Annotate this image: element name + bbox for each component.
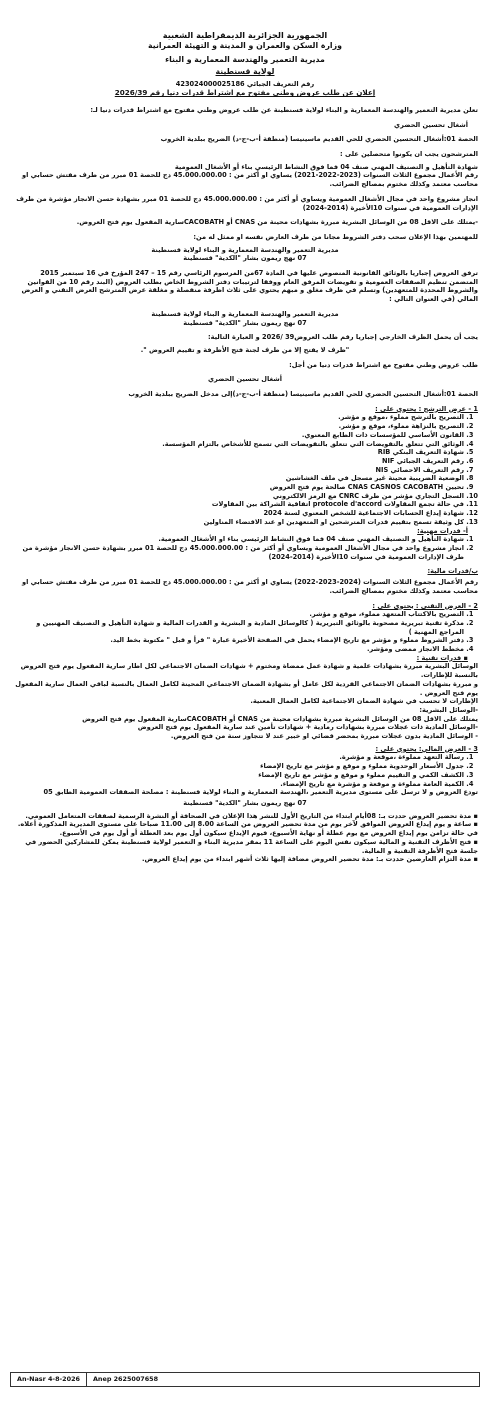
technical-capacity-4: -الوسائل البشرية: (419, 705, 478, 714)
technical-capacity-6: -الوسائل المادية ذات عجلات مبررة بشهادات رمادية + شهادات تأمين عند سارية المفعول يوم فتح العروض (137, 723, 478, 732)
address-line-1: مديرية التعمير والهندسة المعمارية و البناء لولاية قسنطينة (151, 245, 339, 254)
eligibility-turnover: رقم الأعمال مجموع الثلاث السنوات (2023-2022-2021) يساوي او أكثر من : 45.000.000.00 دج للحصة 01 مبرر من طرف مفتش حسابي او محاسب معتمد وكذلك مختوم بمصالح الضرائب. (21, 171, 478, 189)
address-line-4: 07 نهج ريمون بشار "الكدية" قسنطينة (183, 318, 307, 327)
professional-capacity-list (12, 535, 478, 561)
list-item: 1. التصريح بالترشح مملوء ،موقع و مؤشر. (12, 413, 464, 422)
list-item: 11. في حالة تجمع المقاولات protocole d'accord اتفاقية الشراكة بين المقاولات (12, 500, 464, 509)
financial-offer-heading: 3 - العرض المالي: يحتوي على : (375, 744, 478, 753)
technical-offer-list (12, 610, 478, 654)
list-item: 1. رسالة التعهد مملوءة ،موقعة و مؤشرة. (12, 753, 464, 762)
professional-capacity-heading: أ- قدرات مهنية: (417, 526, 468, 535)
project-name-2: أشغال تحسين الحضري (208, 375, 282, 384)
tax-id: رقم التعريف الجبائي 423024000025186 (175, 79, 315, 88)
financial-capacity-heading: ب/قدرات مالية: (427, 567, 478, 576)
list-item: 3. الكشف الكمي و التقييم مملوء و موقع و مؤشر مع تاريخ الإمضاء (12, 771, 464, 780)
list-item: 8. الوضعية الضريبية محينة غير مسجل في ملف الغشاشين (12, 474, 464, 483)
list-item: 7. رقم التعريف الاحصائي NIS (12, 466, 464, 475)
project-name: أشغال تحسين الحضري (394, 120, 468, 129)
list-item: 12. شهادة إيداع الحسابات الاجتماعية للشخص المعنوي لسنة 2024 (12, 509, 464, 518)
eligibility-heading: المترشحون يجب ان يكونوا متحصلين على : (340, 149, 478, 158)
outer-envelope-note: يجب أن يحمل الظرف الخارجي إجباريا رقم طلب العروض39 /2026 و العبارة التالية: (207, 333, 478, 342)
technical-offer-heading: 2 - العرض التقني : يحتوي على : (372, 601, 478, 610)
list-item: 9. تحيين CNAS CASNOS CACOBATH صالحة يوم فتح العروض (12, 483, 464, 492)
envelope-quote: "ظرف لا يفتح إلا من طرف لجنة فتح الأظرفة و تقييم العروض ". (140, 345, 350, 354)
notice-title: إعلان عن طلب عروض وطني مفتوح مع اشتراط قدرات دنيا رقم 2026/39 (114, 88, 376, 98)
republic-title: الجمهورية الجزائرية الديمقراطية الشعبية (162, 30, 328, 40)
technical-capacity-1: الوسائل البشرية مبررة بشهادات علمية و شهادة عمل ممضاة ومختوم + شهادات الضمان الاجتماعي لكل اطار سارية المفعول يوم فتح العروض بالنسبة للإطارات. (20, 662, 478, 680)
list-item: 3. القانون الأساسي للمؤسسات ذات الطابع المعنوي. (12, 431, 464, 440)
list-item: 5. شهادة التعريف البنكي RIB (12, 448, 464, 457)
intro-paragraph: تعلن مديرية التعمير والهندسة المعمارية و البناء لولاية قسنطينة عن طلب عروض وطني مفتوح مع اشتراط قدرات دنيا لـ: (90, 105, 478, 114)
publication-footer (10, 1372, 480, 1387)
list-item: 2. التصريح بالنزاهة مملوء، موقع و مؤشر. (12, 422, 464, 431)
list-item: 2. مذكرة تقنية تبريرية مصحوبة بالوثائق التبريرية ( كالوسائل المادية و البشرية و القدرات المالية و شهادة التأهيل و التصنيف المهنيين و المراجع المهنية ) (12, 619, 464, 636)
eligibility-classification: شهادة التأهيل و التصنيف المهني صنف 04 فما فوق النشاط الرئيسي بناء أو الأشغال العمومية (174, 162, 478, 171)
directorate-title: مديرية التعمير والهندسة المعمارية و البناء (165, 55, 325, 65)
technical-capacity-2: و مبررة بشهادات الضمان الاجتماعي الفردية لكل عامل أو بشهادة الضمان الاجتماعي المحينة لكامل العمال بالنسبة لباقي العمال سارية المفعول يوم فتح العروض . (15, 679, 478, 697)
deposit-paragraph: ترفق العروض إجباريا بالوثائق القانونية المنصوص عليها في المادة 67من المرسوم الرئاسي رقم 15 – 247 المؤرخ في 16 سبتمبر 2015 المتضمن تنظيم الصفقات العمومية و تفويضات المرفق العام ووفقا لترتيبات دفتر الشروط الخاص بطلب العروض (البند رقم 10 من القوانين والشروط المحددة للمتعهدين) وتسلم في ظرف مغلق و مبهم يحتوي على ثلاث اظرفة منفصلة و مغلقة عرض المترشح العرض التقني و العرض المالي (في العنوان التالي : (21, 269, 478, 304)
closing-item: ▪ ساعة و يوم إيداع العروض الموافق لآخر يوم من مدة تحضير العروض من الساعة 8.00 إلى 11.00 صباحا على مستوى المديرية المذكورة أعلاه. في حالة تزامن يوم إيداع العروض مع يوم عطلة أو نهاية الأسبوع، فيوم الإيداع سيكون أول يوم بعد العطلة أو أول يوم في الأسبوع. (12, 820, 478, 837)
closing-item: ▪ مدة التزام العارضين حددت بـ: مدة تحضير العروض مضافة إليها ثلاث أشهر ابتداء من يوم إيداع العروض. (12, 855, 478, 864)
lot-description: الحصة 01:أشغال التحسين الحضري للحي القديم ماسينيسا (منطقة أ-ب-ج-د) الضريح ببلدية الخروب (160, 135, 478, 144)
list-item: 2. انجاز مشروع واحد في مجال الأشغال العمومية ويساوي أو أكثر من : 45.000.000.00 دج للحصة 01 مبرر بشهادة حسن الانجاز مؤشرة من طرف الإدارات العمومية في سنوات 10الأخيرة (2014-2024) (12, 544, 464, 561)
eligibility-staff: -يمتلك على الاقل 08 من الوسائل البشرية مبررة بشهادات محينة من CNAS أو CACOBATHسارية المفعول يوم فتح العروض. (76, 218, 478, 227)
withdrawal-note: للمهتمين بهذا الإعلان سحب دفتر الشروط مجانا من طرف العارض نفسه او ممثل له من: (193, 232, 478, 241)
technical-capacity-7: - الوسائل المادية بدون عجلات مبررة بمحضر قضائي او خبير عند لا تتجاوز سنة من فتح العروض. (170, 732, 478, 741)
submission-address: 07 نهج ريمون بشار "الكدية" قسنطينة (183, 798, 307, 807)
submission-note: تودع العروض و لا ترسل على مستوى مديرية التعمير ،الهندسة المعمارية و البناء لولاية قسنطينة : مصلحة الصفقات العمومية الطابق 05 (43, 788, 478, 797)
call-heading: طلب عروض وطني مفتوح مع اشتراط قدرات دنيا من أجل: (289, 360, 478, 369)
list-item: 6. رقم التعريف الجبائي NIF (12, 457, 464, 466)
closing-item: ▪ فتح الأظرف التقنية و المالية سيكون نفس اليوم على الساعة 11 بمقر مديرية البناء و التعمير لولاية قسنطينة يمكن للمشاركين الحضور في جلسة فتح الأظرفة التقنية و المالية. (12, 838, 478, 855)
list-item: 3. دفتر الشروط مملوء و مؤشر مع تاريخ الإمضاء يحمل في الصفحة الأخيرة عبارة " قرأ و قبل " مكتوبة بخط اليد. (12, 636, 464, 645)
list-item: 4. الوثائق التي تتعلق بالتفويضات التي تتعلق بالتفويضات التي تسمح للأشخاص بالتزام المؤسسة. (12, 440, 464, 449)
eligibility-reference-project: انجاز مشروع واحد في مجال الأشغال العمومية ويساوي أو أكثر من : 45.000.000.00 دج للحصة 01 مبرر بشهادة حسن الانجاز مؤشرة من طرف الإدارات العمومية في سنوات 10الأخيرة (2014-2024) (16, 194, 478, 212)
list-item: 2. جدول الأسعار الوحدوية مملوء و موقع و مؤشر مع تاريخ الإمضاء (12, 762, 464, 771)
list-item: 4. مخطط الانجاز ممضى ومؤشر. (12, 645, 464, 654)
wilaya-title: لولاية قسنطينة (215, 67, 275, 77)
technical-capacity-3: الإطارات لا تحسب في شهادة الضمان الاجتماعية لكامل العمال المعنية. (250, 697, 478, 706)
closing-item: ▪ مدة تحضير العروض حددت بـ: 08أيام ابتداء من التاريخ الأول للنشر هذا الإعلان في الصحافة أو النشرة الرسمية لصفقات المتعامل العمومي. (12, 812, 478, 821)
address-line-3: مديرية التعمير والهندسة المعمارية و البناء لولاية قسنطينة (151, 309, 339, 318)
technical-capacity-5: يمتلك على الاقل 08 من الوسائل البشرية مبررة بشهادات محينة من CNAS أو CACOBATHسارية المفعول يوم فتح العروض (82, 714, 478, 723)
lot-description-2: الحصة 01:أشغال التحسين الحضري للحي القديم ماسينيسا (منطقة أ-ب-ج-د)إلى مدخل الضريح ببلدية الخروب (128, 390, 478, 399)
list-item: 4. الكمية العامة مملوءة و موقعة و مؤشرة مع تاريخ الإمضاء. (12, 780, 464, 789)
candidacy-list (12, 413, 478, 526)
technical-capacity-heading: ▪ قدرات تقنية : (12, 654, 478, 663)
financial-offer-list (12, 753, 478, 788)
ministry-title: وزارة السكن والعمران و المدينة و التهيئة العمرانية (148, 40, 342, 50)
address-line-2: 07 نهج ريمون بشار "الكدية" قسنطينة (183, 254, 307, 263)
list-item: 10. السجل التجاري مؤشر من طرف CNRC مع الرمز الالكتروني (12, 492, 464, 501)
anep-reference: Anep 2625007658 (92, 1375, 159, 1383)
candidacy-heading: 1 - عرض الترشح : يحتوي على : (375, 404, 478, 413)
list-item: 13. كل وثيقة تسمح بتقييم قدرات المترشحين او المتعهدين او عند الاقتضاء المناولين (12, 518, 464, 527)
newspaper-date: An-Nasr 4-8-2026 (11, 1373, 87, 1386)
financial-capacity-text: رقم الأعمال مجموع الثلاث السنوات (2024-2023-2022) يساوي او أكثر من : 45.000.000.00 دج للحصة 01 مبرر من طرف مفتش حسابي او محاسب معتمد وكذلك مختوم بمصالح الضرائب. (21, 578, 478, 595)
list-item: 1. التصريح بالاكتتاب المتعهد مملوء، موقع و مؤشر. (12, 610, 464, 619)
list-item: 1. شهادة التأهيل و التصنيف المهني صنف 04 فما فوق النشاط الرئيسي بناء او الأشغال العمومية. (12, 535, 464, 544)
